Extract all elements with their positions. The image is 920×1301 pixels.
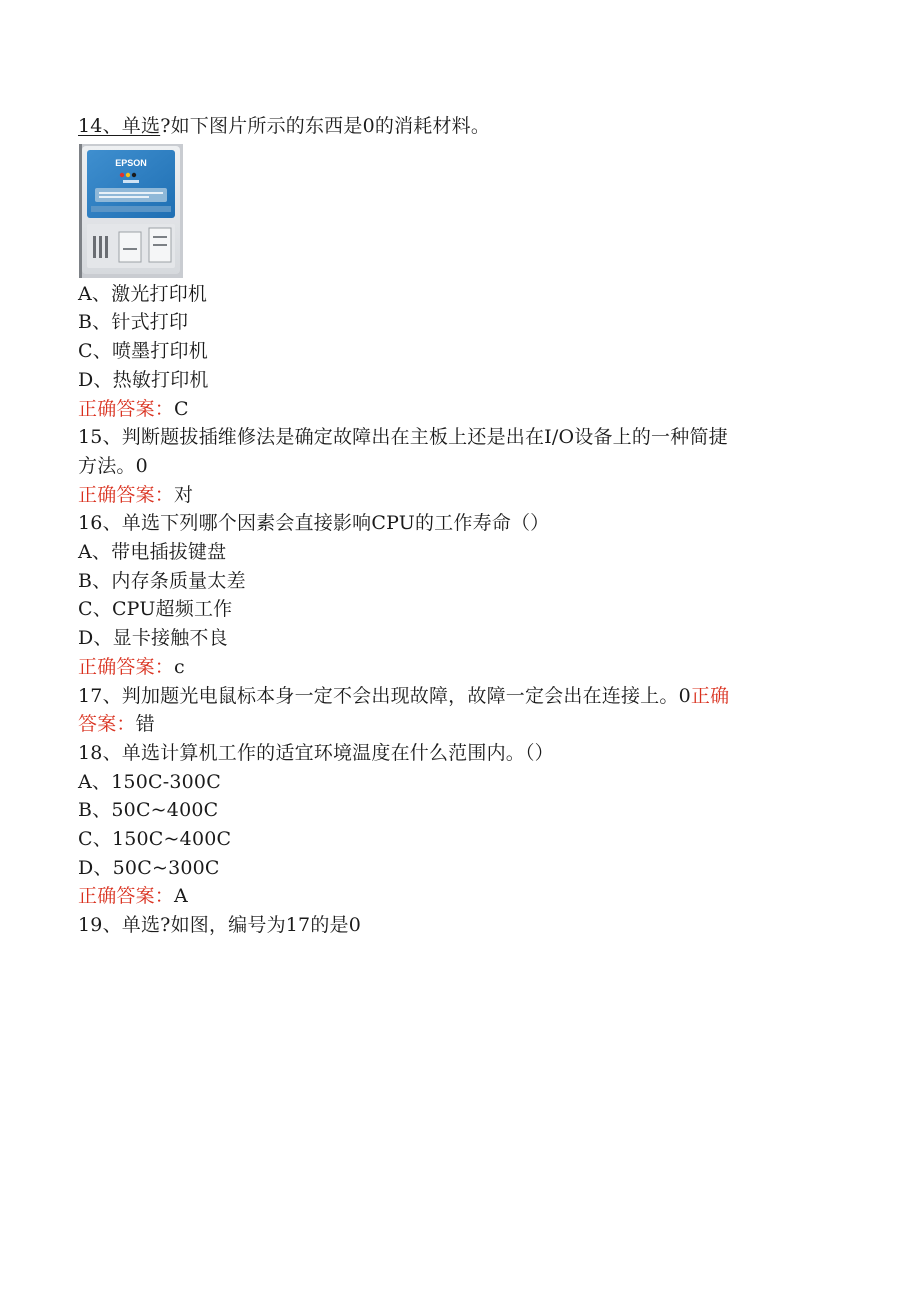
answer-label: 正确答案： bbox=[78, 655, 175, 678]
question-19-title: 19、单选?如图，编号为17的是0 bbox=[78, 914, 362, 937]
question-17-text: 17、判加题光电鼠标本身一定不会出现故障，故障一定会出在连接上。0 bbox=[78, 684, 691, 707]
answer-value: c bbox=[174, 655, 185, 678]
answer-value: 错 bbox=[135, 713, 155, 736]
answer-label: 正确答案： bbox=[78, 397, 175, 420]
question-15-line-1: 15、判断题拔插维修法是确定故障出在主板上还是出在I/O设备上的一种简捷 bbox=[78, 426, 728, 449]
question-18-title: 18、单选计算机工作的适宜环境温度在什么范围内。（） bbox=[78, 741, 554, 764]
brand-label: EPSON bbox=[115, 157, 147, 168]
q17-answer bbox=[78, 710, 838, 739]
q16-option-a: A、带电插拔键盘 bbox=[78, 541, 227, 564]
q16-answer bbox=[78, 653, 838, 682]
answer-label: 正确答案： bbox=[78, 483, 175, 506]
ink-cartridge-image bbox=[79, 144, 183, 278]
answer-value: A bbox=[174, 885, 188, 908]
question-15-line-2: 方法。0 bbox=[78, 454, 148, 477]
answer-label-part-2: 答案： bbox=[78, 713, 136, 736]
q14-option-b: B、针式打印 bbox=[78, 311, 189, 334]
q16-option-c: C、CPU超频工作 bbox=[78, 598, 233, 621]
q14-option-a: A、激光打印机 bbox=[78, 282, 208, 305]
answer-value: C bbox=[174, 397, 189, 420]
q18-option-a: A、150C-300C bbox=[78, 770, 221, 793]
q18-answer bbox=[78, 882, 838, 911]
q18-option-d: D、50C~300C bbox=[78, 856, 220, 879]
question-14-text: ?如下图片所示的东西是0的消耗材料。 bbox=[160, 115, 491, 137]
q18-option-b: B、50C~400C bbox=[78, 799, 219, 822]
q15-answer bbox=[78, 481, 838, 510]
q18-option-c: C、150C~400C bbox=[78, 828, 232, 851]
q14-option-d: D、热敏打印机 bbox=[78, 368, 209, 391]
question-17-line-1 bbox=[78, 682, 838, 711]
q14-answer bbox=[78, 395, 838, 424]
answer-label-part-1: 正确 bbox=[690, 684, 730, 707]
q16-option-b: B、内存条质量太差 bbox=[78, 569, 246, 592]
answer-value: 对 bbox=[174, 483, 194, 506]
q14-option-c: C、喷墨打印机 bbox=[78, 340, 208, 363]
question-16-title: 16、单选下列哪个因素会直接影响CPU的工作寿命（） bbox=[78, 512, 550, 535]
question-14-title bbox=[78, 112, 838, 141]
answer-label: 正确答案： bbox=[78, 885, 175, 908]
q16-option-d: D、显卡接触不良 bbox=[78, 627, 228, 650]
question-list bbox=[78, 112, 838, 940]
question-14-number: 14、单选 bbox=[78, 115, 161, 137]
